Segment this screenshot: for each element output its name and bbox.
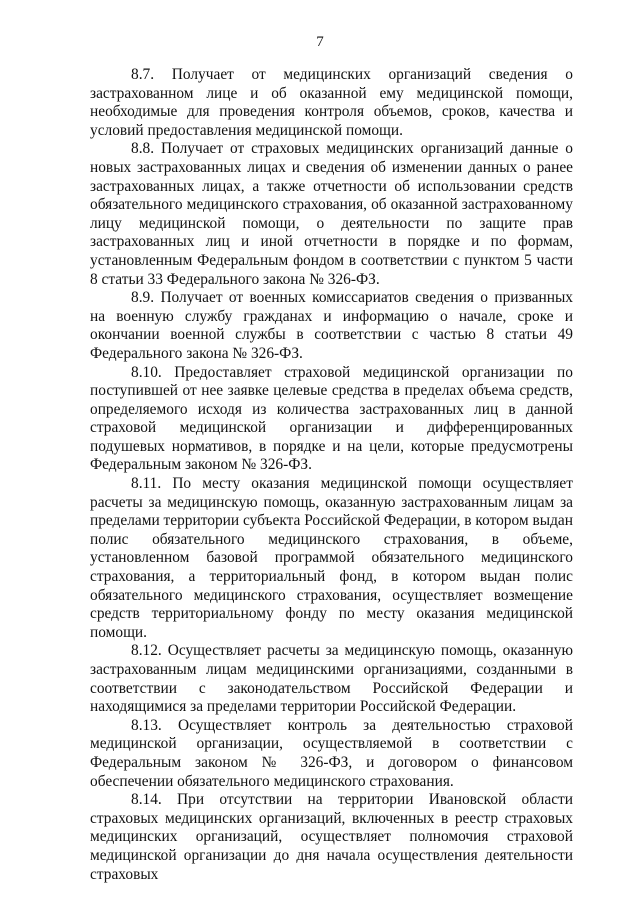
paragraph-8-10 xyxy=(90,364,573,476)
paragraph-text: Осуществляет расчеты за медицинскую помощь, оказанную застрахованным лицам медицинскими организациями, созданными в соответствии с законодательством Российской Федерации и находящимися за пределами территории Российской Федерации. xyxy=(90,642,573,716)
document-body xyxy=(90,66,573,884)
paragraph-number: 8.11. xyxy=(131,475,162,493)
paragraph-text: По месту оказания медицинской помощи осуществляет расчеты за медицинскую помощь, оказанную застрахованным лицам за пределами территории субъекта Российской Федерации, в котором выдан полис обязательного медицинского страхования, в объеме, установленном базовой программой обязательного медицинского страхования, а территориальный фонд, в котором выдан полис обязательного медицинского страхования, осуществляет возмещение средств территориальному фонду по месту оказания медицинской помощи. xyxy=(90,475,573,641)
paragraph-text: Предоставляет страховой медицинской организации по поступившей от нее заявке целевые средства в пределах объема средств, определяемого исходя из количества застрахованных лиц в данной страховой медицинской организации и дифференцированных подушевых нормативов, в порядке и на цели, которые предусмотрены Федеральным законом № 326-ФЗ. xyxy=(90,363,573,474)
paragraph-number: 8.13. xyxy=(131,716,162,734)
paragraph-8-9 xyxy=(90,289,573,363)
paragraph-number: 8.7. xyxy=(131,66,155,83)
paragraph-8-14 xyxy=(90,791,573,884)
paragraph-number: 8.10. xyxy=(131,363,162,381)
paragraph-text: Получает от страховых медицинских организаций данные о новых застрахованных лицах и сведения об изменении данных о ранее застрахованных лицах, а также отчетности об использовании средств обязательного медицинского страхования, об оказанной застрахованному лицу медицинской помощи, о деятельности по защите прав застрахованных лиц и иной отчетности в порядке и по формам, установленным Федеральным фондом в соответствии с пунктом 5 части 8 статьи 33 Федерального закона № 326-ФЗ. xyxy=(90,140,573,288)
paragraph-number: 8.8. xyxy=(131,140,155,158)
paragraph-number: 8.9. xyxy=(131,289,155,307)
paragraph-8-13 xyxy=(90,717,573,791)
page-number: 7 xyxy=(316,34,324,50)
paragraph-text: Получает от медицинских организаций сведения о застрахованном лице и об оказанной ему медицинской помощи, необходимые для проведения контроля объемов, сроков, качества и условий предоставления медицинской помощи. xyxy=(90,66,573,139)
paragraph-8-8 xyxy=(90,140,573,289)
paragraph-8-7 xyxy=(90,66,573,140)
paragraph-text: Осуществляет контроль за деятельностью страховой медицинской организации, осуществляемой в соответствии с Федеральным законом № 326-ФЗ, и договором о финансовом обеспечении обязательного медицинского страхования. xyxy=(90,716,573,790)
paragraph-8-11 xyxy=(90,475,573,642)
paragraph-8-12 xyxy=(90,642,573,716)
paragraph-number: 8.14. xyxy=(131,791,162,809)
paragraph-number: 8.12. xyxy=(131,642,162,660)
paragraph-text: Получает от военных комиссариатов сведения о призванных на военную службу гражданах и информацию о начале, сроке и окончании военной службы в соответствии с частью 8 статьи 49 Федерального закона № 326-ФЗ. xyxy=(90,289,573,362)
paragraph-text: При отсутствии на территории Ивановской области страховых медицинских организаций, включенных в реестр страховых медицинских организаций, осуществляет полномочия страховой медицинской организации до дня начала осуществления деятельности страховых xyxy=(90,791,573,883)
